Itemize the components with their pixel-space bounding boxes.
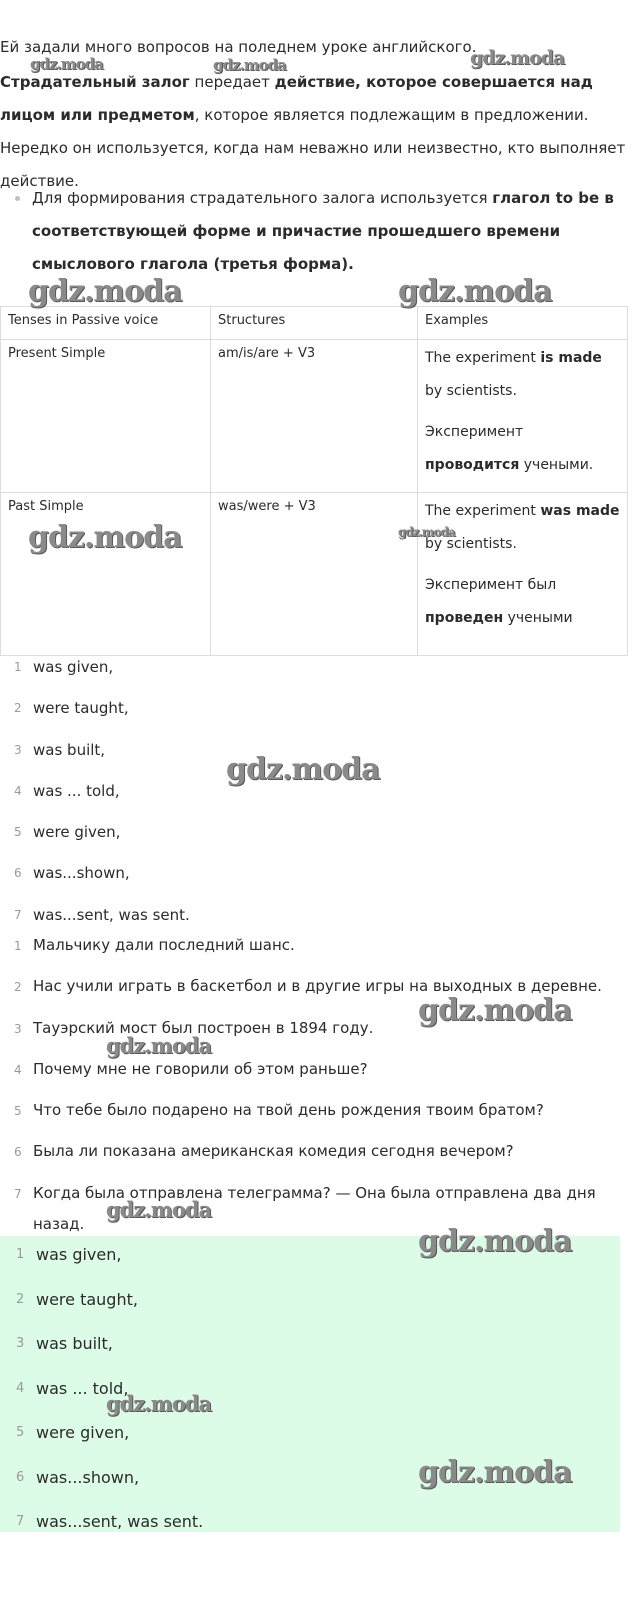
item-text: was given, (33, 658, 114, 676)
watermark: gdz.moda (28, 520, 182, 555)
item-number: 5 (14, 1104, 22, 1119)
item-number: 3 (14, 742, 22, 757)
watermark: gdz.moda (418, 993, 572, 1028)
item-text: Когда была отправлена телеграмма? — Она была отправлена два дня назад. (33, 1183, 596, 1233)
item-number: 5 (14, 825, 22, 840)
bullet-text: Для формирования страдательного залога используется (32, 189, 493, 207)
item-text: Тауэрский мост был построен в 1894 году. (33, 1018, 374, 1037)
tense-cell: Present Simple (1, 340, 211, 493)
example-russian (425, 416, 620, 482)
item-text: was...sent, was sent. (36, 1512, 204, 1531)
watermark: gdz.moda (226, 752, 380, 787)
example-russian (425, 569, 620, 635)
item-number: 1 (14, 939, 22, 953)
item-number: 1 (16, 1247, 25, 1262)
item-text: was given, (36, 1245, 122, 1264)
item-text: Что тебе было подарено на твой день рождения твоим братом? (33, 1101, 544, 1120)
item-number: 4 (14, 1062, 22, 1077)
example-text: The experiment (425, 350, 541, 366)
bullet-dot-icon (15, 196, 20, 201)
list-item (0, 1511, 628, 1556)
item-text: was ... told, (33, 781, 120, 800)
example-bold: проводится (425, 457, 520, 473)
rule-bold-1: Страдательный залог (0, 73, 190, 91)
item-number: 5 (16, 1425, 25, 1440)
watermark: gdz.moda (106, 1033, 212, 1058)
list-item (0, 697, 628, 738)
example-english (425, 342, 620, 408)
rule-text-1: передает (189, 73, 275, 91)
example-text: учеными (503, 610, 573, 626)
translations-list (0, 935, 628, 1243)
passive-voice-table (0, 306, 628, 656)
item-text: Почему мне не говорили об этом раньше? (33, 1059, 368, 1078)
item-text: was built, (36, 1334, 113, 1353)
example-bold: is made (540, 350, 602, 366)
answers-list (0, 656, 628, 945)
example-text: учеными. (519, 457, 594, 473)
item-number: 3 (16, 1336, 25, 1351)
list-item (0, 1333, 628, 1378)
watermark: gdz.moda (106, 1391, 212, 1416)
item-number: 7 (14, 1186, 22, 1201)
table-header-row (1, 307, 628, 340)
header-tenses: Tenses in Passive voice (1, 307, 211, 340)
rule-text-2: , которое является подлежащим в предложении. Нередко он используется, когда нам неважно или неизвестно, кто выполняет действие. (0, 106, 626, 190)
table-row (1, 340, 628, 493)
list-item (0, 821, 628, 862)
item-text: were given, (33, 823, 121, 842)
list-item (0, 1289, 628, 1334)
watermark: gdz.moda (418, 1224, 572, 1259)
rule-bold-2: действие, которое совершается над лицом или предметом (0, 73, 593, 124)
example-cell (418, 493, 628, 656)
list-item (0, 935, 628, 976)
item-text: were taught, (33, 699, 129, 718)
example-text: by scientists. (425, 383, 517, 399)
item-number: 2 (16, 1291, 25, 1307)
item-text: was...shown, (36, 1467, 140, 1487)
highlighted-answers-list (0, 1244, 628, 1556)
watermark: gdz.moda (398, 274, 552, 309)
watermark: gdz.moda (30, 55, 103, 73)
item-text: was ... told, (36, 1378, 129, 1398)
item-text: Нас учили играть в баскетбол и в другие игры на выходных в деревне. (33, 977, 602, 996)
item-number: 2 (14, 980, 22, 995)
example-bold: was made (540, 503, 620, 519)
item-text: were taught, (36, 1289, 138, 1309)
list-item (0, 656, 628, 697)
item-number: 6 (14, 866, 22, 881)
item-text: was built, (33, 740, 106, 759)
watermark: gdz.moda (213, 56, 286, 74)
list-item (0, 1100, 628, 1141)
bullet-item (32, 182, 628, 281)
header-examples: Examples (418, 307, 628, 340)
item-number: 6 (14, 1145, 22, 1160)
intro-text: Ей задали много вопросов на поледнем уроке английского. (0, 38, 477, 56)
item-number: 7 (14, 907, 22, 922)
item-number: 4 (16, 1380, 25, 1396)
tense-cell: Past Simple (1, 493, 211, 656)
watermark: gdz.moda (470, 47, 565, 69)
item-number: 1 (14, 660, 22, 674)
example-text: by scientists. (425, 536, 517, 552)
structure-cell: am/is/are + V3 (211, 340, 418, 493)
list-item (0, 862, 628, 903)
table-row (1, 493, 628, 656)
item-text: Была ли показана американская комедия сегодня вечером? (33, 1142, 514, 1161)
item-number: 4 (14, 783, 22, 798)
example-bold: проведен (425, 610, 504, 626)
watermark: gdz.moda (398, 525, 455, 539)
watermark: gdz.moda (106, 1197, 212, 1222)
rule-paragraph (0, 66, 626, 198)
bullet-bold: глагол to be в соответствующей форме и причастие прошедшего времени смыслового глагола (третья форма). (32, 189, 614, 273)
item-text: were given, (36, 1423, 130, 1442)
structure-cell: was/were + V3 (211, 493, 418, 656)
item-number: 2 (14, 701, 22, 716)
watermark: gdz.moda (418, 1455, 572, 1490)
item-number: 3 (14, 1021, 22, 1036)
list-item (0, 1141, 628, 1182)
list-item (0, 1059, 628, 1100)
example-cell (418, 340, 628, 493)
header-structures: Structures (211, 307, 418, 340)
item-text: was...sent, was sent. (33, 905, 190, 924)
watermark: gdz.moda (28, 274, 182, 309)
item-number: 6 (16, 1469, 25, 1485)
item-text: Мальчику дали последний шанс. (33, 936, 295, 954)
item-number: 7 (16, 1514, 25, 1529)
item-text: was...shown, (33, 864, 130, 883)
list-item (0, 1378, 628, 1423)
example-text: Эксперимент (425, 424, 524, 440)
example-text: The experiment (425, 503, 541, 519)
example-text: Эксперимент был (425, 577, 557, 593)
